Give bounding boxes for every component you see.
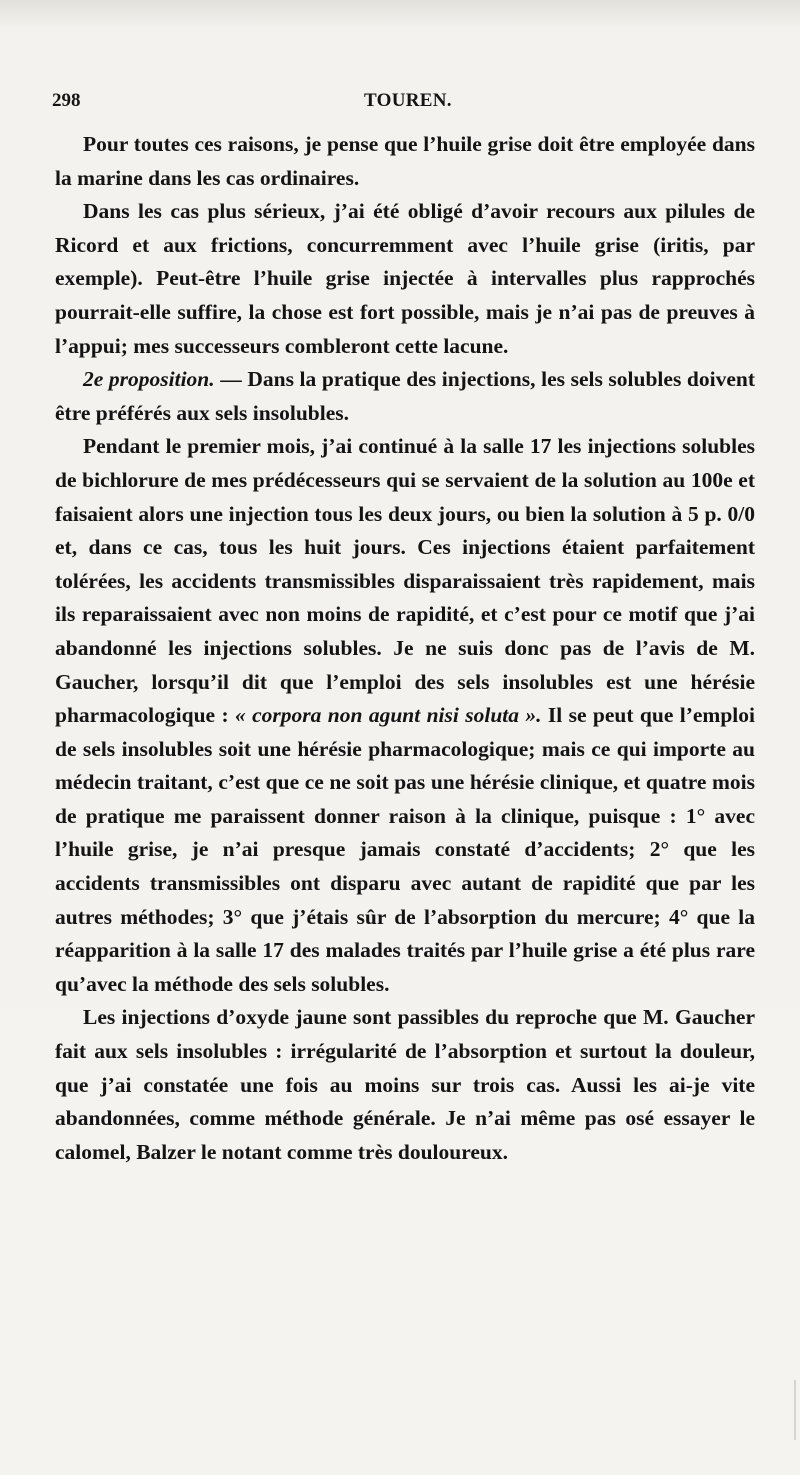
paragraph-4-text-a: Pendant le premier mois, j’ai continué à la salle 17 les injections solubles de bichlorure de mes prédécesseurs qui se servaient de la solution au 100e et faisaient alors une injection tous les deux jours, ou bien la solution à 5 p. 0/0 et, dans ce cas, tous les huit jours. Ces injections étaient parfaitement tolérées, les accidents transmissibles disparaissaient très rapidement, mais ils reparaissaient avec non moins de rapidité, et c’est pour ce motif que j’ai abandonné les injections solubles. Je ne suis donc pas de l’avis de M. Gaucher, lorsqu’il dit que l’emploi des sels insolubles est une hérésie pharmacologique :	[55, 434, 755, 728]
proposition-label: 2e proposition.	[83, 367, 215, 392]
paragraph-1-text: Pour toutes ces raisons, je pense que l’huile grise doit être employée dans la marine dans les cas ordinaires.	[55, 132, 755, 190]
paragraph-3	[55, 363, 755, 430]
paragraph-2-text: Dans les cas plus sérieux, j’ai été obligé d’avoir recours aux pilules de Ricord et aux frictions, concurremment avec l’huile grise (iritis, par exemple). Peut-être l’huile grise injectée à intervalles plus rapprochés pourrait-elle suffire, la chose est fort possible, mais je n’ai pas de preuves à l’appui; mes successeurs combleront cette lacune.	[55, 199, 755, 358]
running-title: TOUREN.	[364, 90, 452, 111]
page-number: 298	[52, 90, 81, 111]
paragraph-5-text: Les injections d’oxyde jaune sont passibles du reproche que M. Gaucher fait aux sels insolubles : irrégularité de l’absorption et surtout la douleur, que j’ai constatée une fois au moins sur trois cas. Aussi les ai-je vite abandonnées, comme méthode générale. Je n’ai même pas osé essayer le calomel, Balzer le notant comme très douloureux.	[55, 1005, 755, 1164]
paragraph-5	[55, 1001, 755, 1169]
paragraph-4	[55, 430, 755, 1001]
paragraph-2	[55, 195, 755, 363]
paragraph-3-text: — Dans la pratique des injections, les sels solubles doivent être préférés aux sels insolubles.	[55, 367, 756, 425]
paragraph-1	[55, 128, 755, 195]
page-edge-mark	[794, 1380, 796, 1440]
page-header	[52, 90, 752, 120]
body-text	[55, 128, 755, 1169]
paragraph-4-text-b: Il se peut que l’emploi de sels insolubles soit une hérésie pharmacologique; mais ce qui importe au médecin traitant, c’est que ce ne soit pas une hérésie clinique, et quatre mois de pratique me paraissent donner raison à la clinique, puisque : 1° avec l’huile grise, je n’ai presque jamais constaté d’accidents; 2° que les accidents transmissibles ont disparu avec autant de rapidité que par les autres méthodes; 3° que j’étais sûr de l’absorption du mercure; 4° que la réapparition à la salle 17 des malades traités par l’huile grise a été plus rare qu’avec la méthode des sels solubles.	[55, 703, 755, 996]
latin-quote: « corpora non agunt nisi soluta ».	[234, 703, 542, 728]
